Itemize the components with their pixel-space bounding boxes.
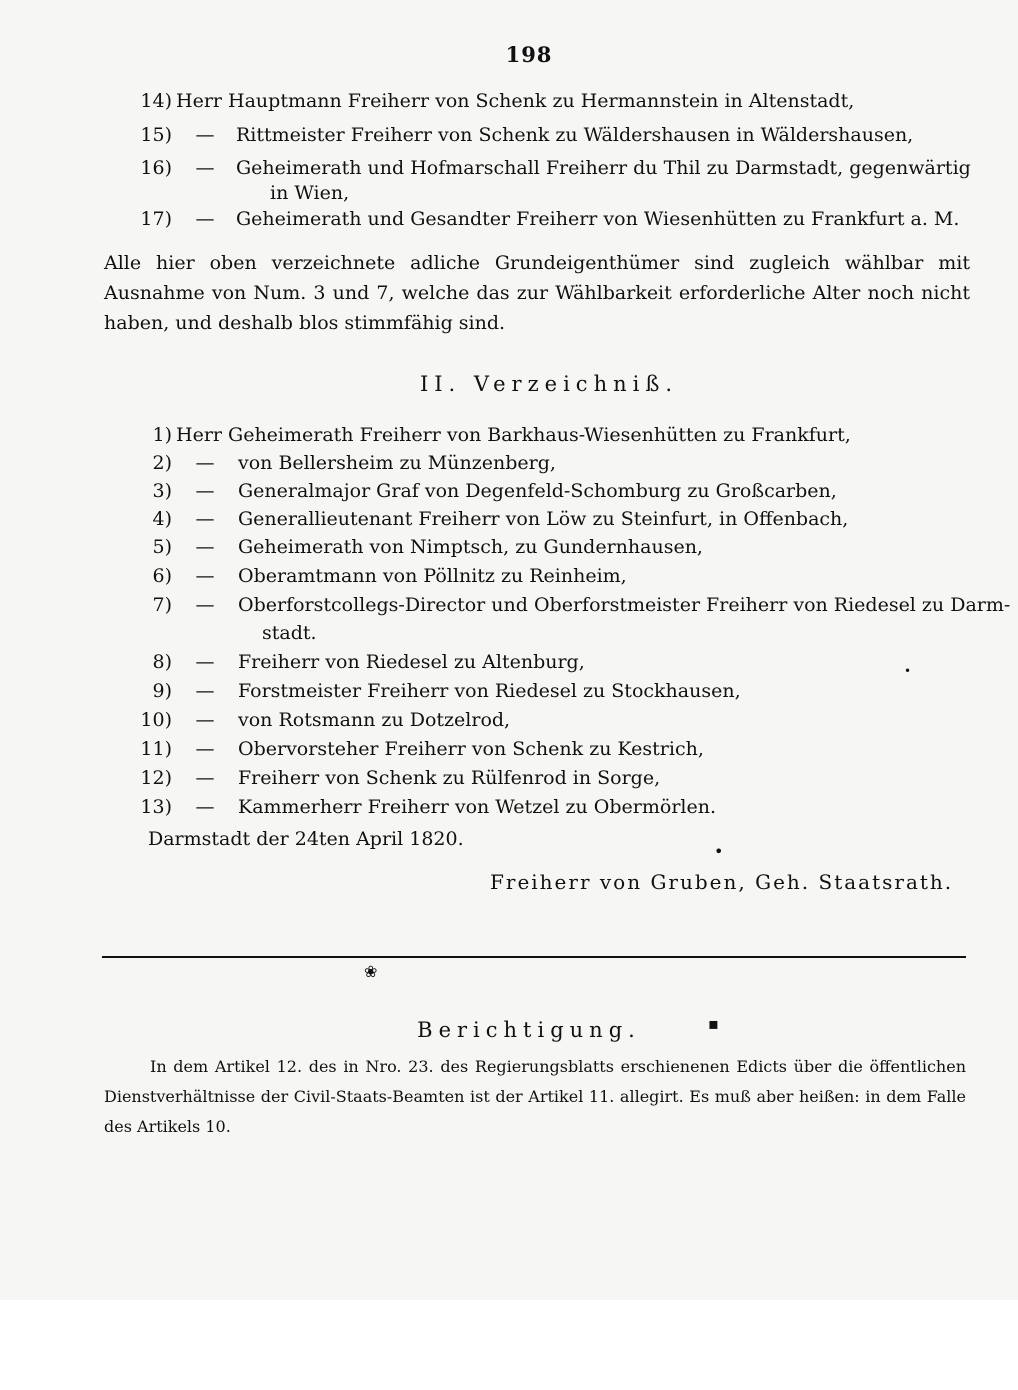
item-text: Geheimerath von Nimptsch, zu Gundernhausen, [238,536,703,558]
item-number: 9) [152,680,172,702]
item-text: in Wien, [270,182,350,204]
item-dash: — [195,452,215,474]
item-text: Generalmajor Graf von Degenfeld-Schomburg zu Großcarben, [238,480,837,502]
item-number: 11) [140,738,172,760]
page-number: 198 [505,42,553,67]
section-heading: II. Verzeichniß. [419,372,679,396]
divider-rule [102,956,966,958]
item-text: Oberamtmann von Pöllnitz zu Reinheim, [238,565,627,587]
summary-paragraph: Alle hier oben verzeichnete adliche Grundeigenthümer sind zugleich wählbar mit Ausnahme von Num. 3 und 7, welche das zur Wählbarkeit erforderliche Alter noch nicht haben, und deshalb blos stimmfähig sind. [104,252,970,334]
item-text: Generallieutenant Freiherr von Löw zu Steinfurt, in Offenbach, [238,508,849,530]
item-dash: — [195,508,215,530]
item-text: Obervorsteher Freiherr von Schenk zu Kestrich, [238,738,704,760]
item-text: von Rotsmann zu Dotzelrod, [238,709,511,731]
item-number: 2) [152,452,172,474]
item-text: Kammerherr Freiherr von Wetzel zu Obermörlen. [238,796,717,818]
item-number: 3) [152,480,172,502]
item-number: 15) [140,124,172,146]
ink-speck: • [904,664,912,678]
item-number: 13) [140,796,172,818]
item-dash: — [195,157,215,179]
item-text: Forstmeister Freiherr von Riedesel zu Stockhausen, [238,680,741,702]
item-text: Freiherr von Schenk zu Rülfenrod in Sorge, [238,767,661,789]
item-dash: — [195,738,215,760]
item-number: 4) [152,508,172,530]
item-dash: — [195,536,215,558]
correction-paragraph: In dem Artikel 12. des in Nro. 23. des Regierungsblatts erschienenen Edicts über die öffentlichen Dienstverhältnisse der Civil-Staats-Beamten ist der Artikel 11. allegirt. Es muß aber heißen: in dem Falle des Artikels 10. [104,1057,966,1136]
item-number: 8) [152,651,172,673]
item-dash: — [195,767,215,789]
item-dash: — [195,680,215,702]
item-text: Oberforstcollegs-Director und Oberforstmeister Freiherr von Riedesel zu Darm- [238,594,1011,616]
item-text: Freiherr von Riedesel zu Altenburg, [238,651,585,673]
correction-heading: Berichtigung. [417,1018,641,1042]
item-dash: — [195,480,215,502]
signature-line: Freiherr von Gruben, Geh. Staatsrath. [490,870,954,894]
item-number: 16) [140,157,172,179]
ink-speck: • [714,842,724,861]
item-number: 17) [140,208,172,230]
item-number: 7) [152,594,172,616]
item-dash: — [195,124,215,146]
item-text: Geheimerath und Hofmarschall Freiherr du Thil zu Darmstadt, gegenwärtig [236,157,971,179]
item-number: 10) [140,709,172,731]
item-dash: — [195,208,215,230]
item-number: 6) [152,565,172,587]
printers-ornament: ❀ [364,962,378,981]
item-dash: — [195,594,215,616]
item-text: Herr Hauptmann Freiherr von Schenk zu Hermannstein in Altenstadt, [176,90,855,112]
item-number: 1) [152,424,172,446]
item-text: Herr Geheimerath Freiherr von Barkhaus-Wiesenhütten zu Frankfurt, [176,424,851,446]
item-text: stadt. [262,622,317,644]
item-dash: — [195,796,215,818]
item-number: 14) [140,90,172,112]
item-dash: — [195,565,215,587]
item-text: von Bellersheim zu Münzenberg, [238,452,556,474]
ink-speck: ▪ [708,1014,719,1033]
item-text: Rittmeister Freiherr von Schenk zu Wäldershausen in Wäldershausen, [236,124,914,146]
item-dash: — [195,709,215,731]
item-text: Geheimerath und Gesandter Freiherr von Wiesenhütten zu Frankfurt a. M. [236,208,960,230]
item-number: 5) [152,536,172,558]
item-dash: — [195,651,215,673]
date-line: Darmstadt der 24ten April 1820. [148,828,464,850]
item-number: 12) [140,767,172,789]
bottom-margin [0,1300,1018,1390]
